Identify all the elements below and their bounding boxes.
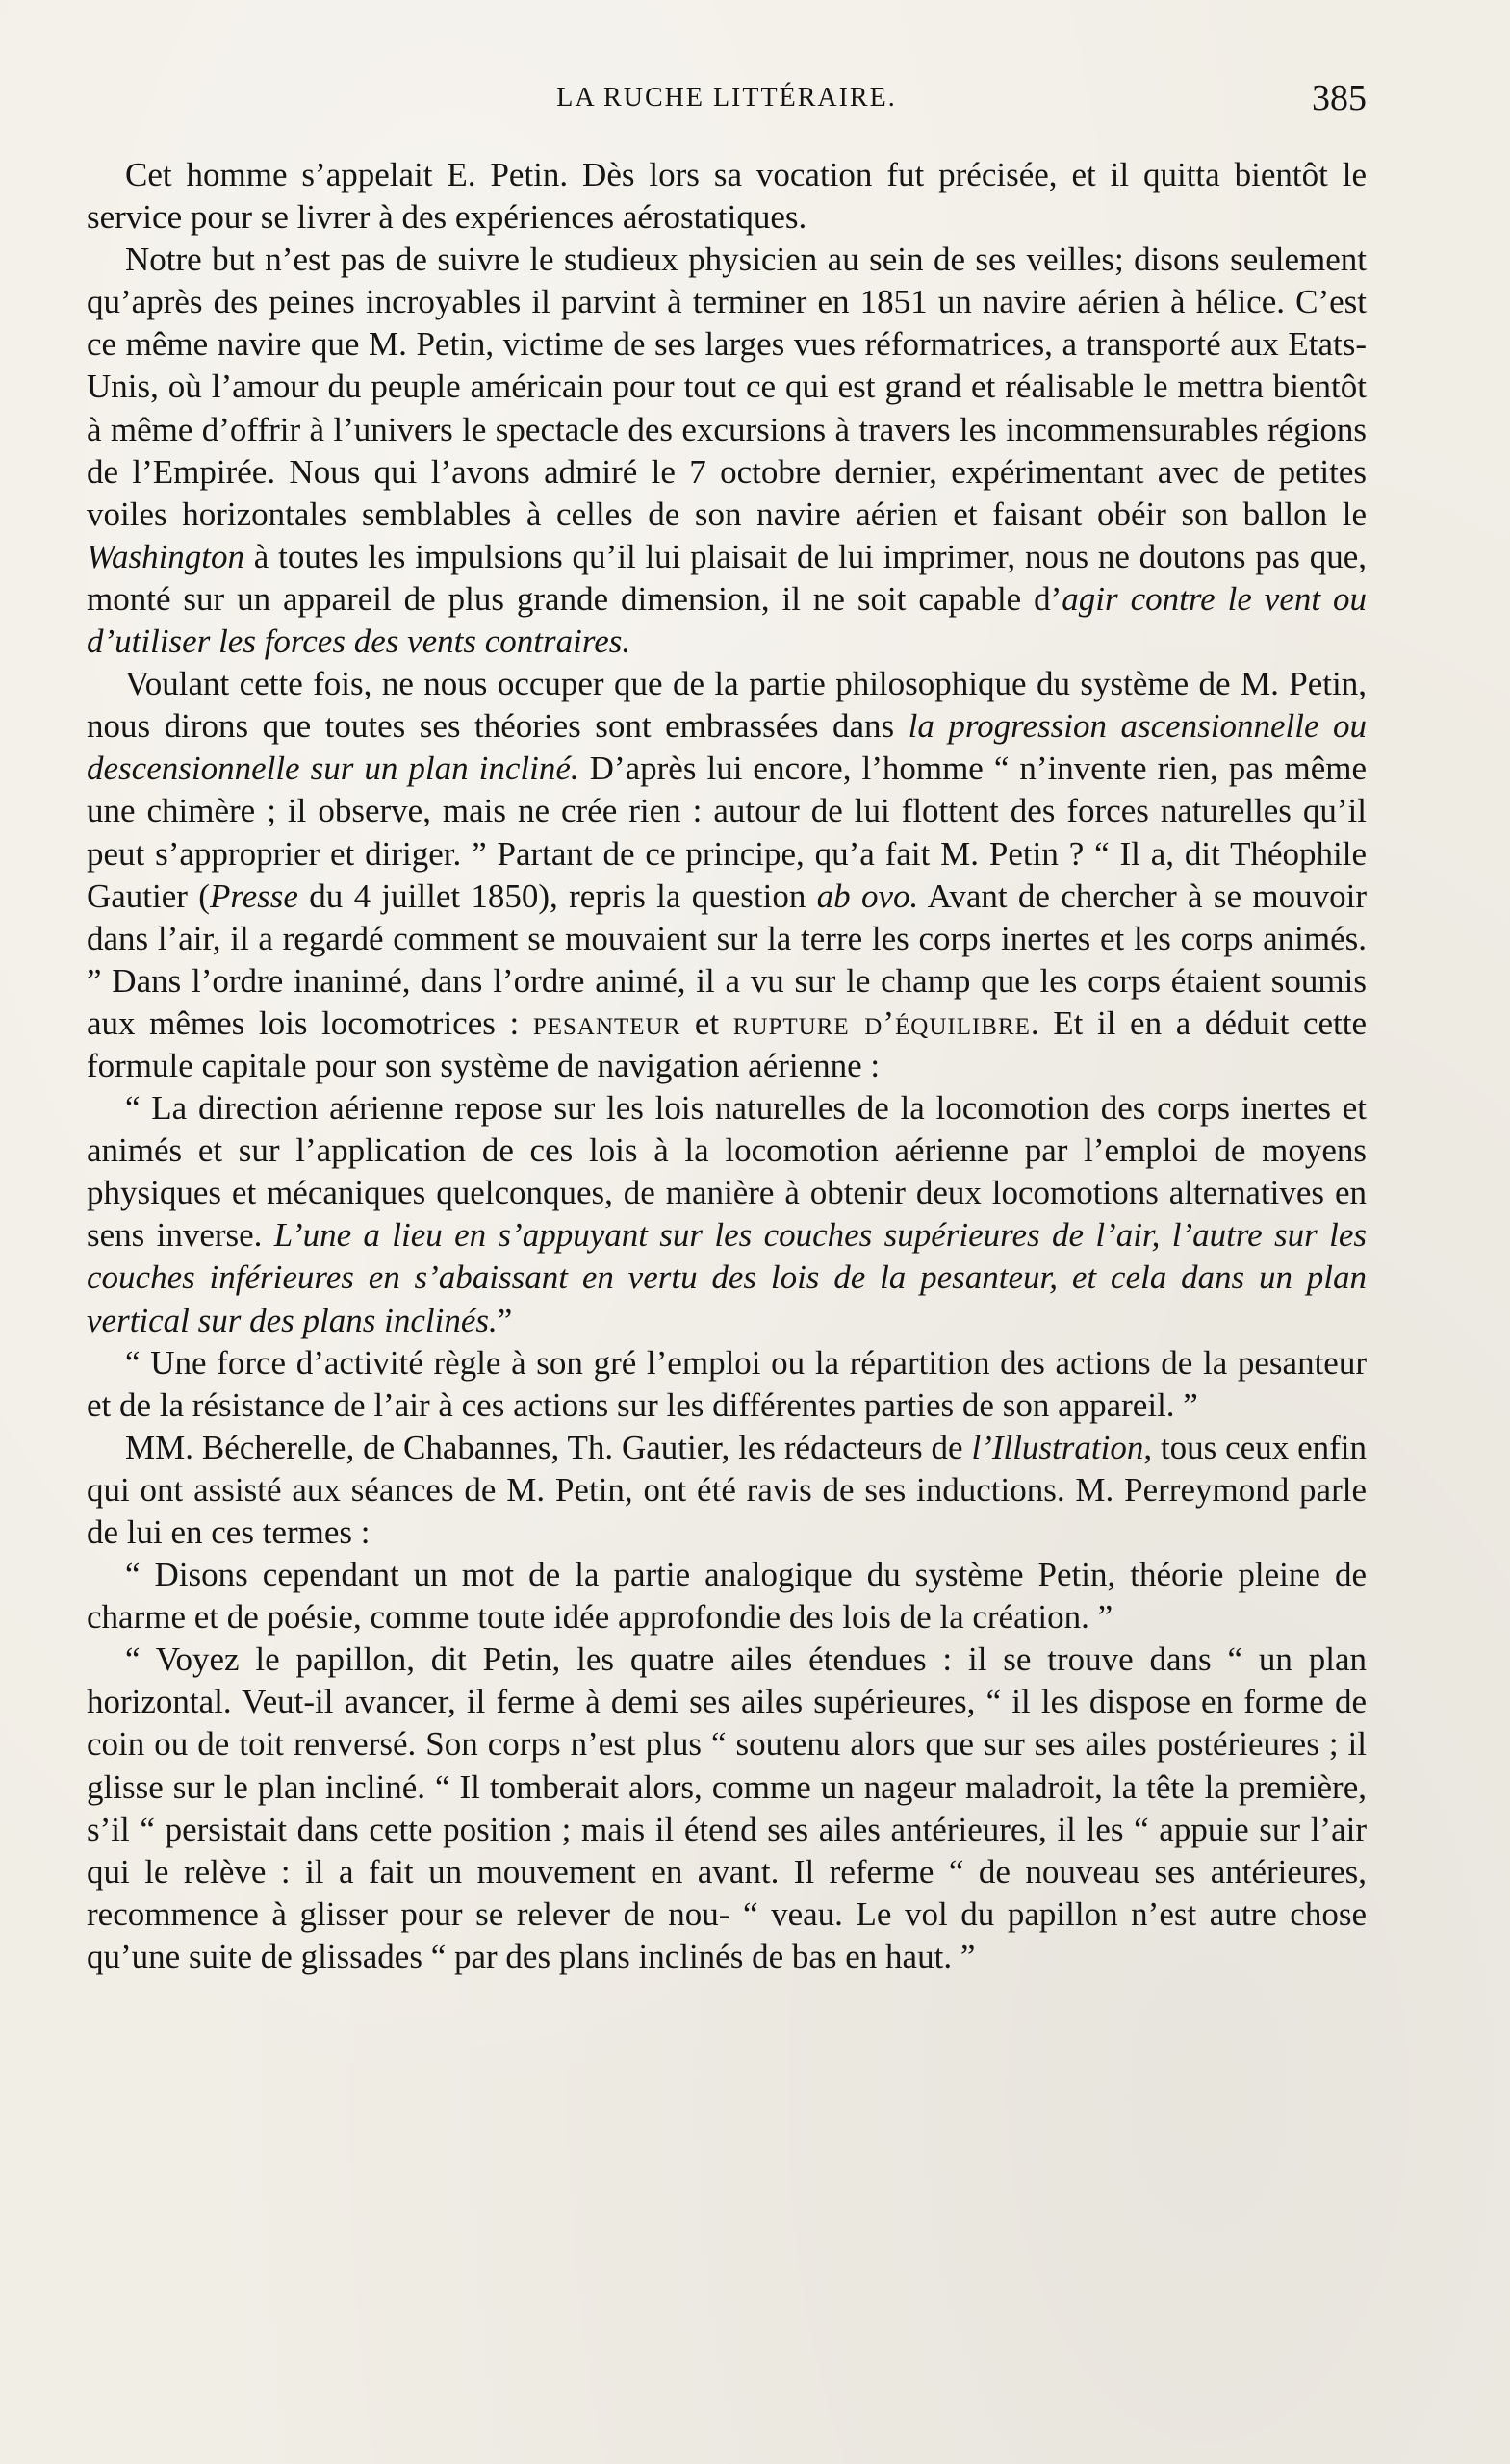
paragraph-6-text-a: MM. Bécherelle, de Chabannes, Th. Gautier, les rédacteurs de [125, 1428, 972, 1466]
latin-ab-ovo: ab ovo. [816, 876, 919, 915]
paragraph-3-text-a: Voulant cette fois, ne nous occuper que de la partie philosophique du système de M. Petin, nous dirons que toutes ses théories sont embrassées dans [87, 665, 1367, 746]
paragraph-3 [87, 663, 1367, 1087]
paragraph-3-text-k: . Et il en a déduit cette formule capitale pour son système de navigation aérienne : [87, 1003, 1367, 1084]
paragraph-4-text-c: ” [497, 1301, 513, 1339]
paragraph-7: “ Disons cependant un mot de la partie analogique du système Petin, théorie pleine de charme et de poésie, comme toute idée approfondie des lois de la création. ” [87, 1556, 1367, 1637]
term-pesanteur: pesanteur [532, 1003, 681, 1042]
paragraph-2-text-c: à toutes les impulsions qu’il lui plaisait de lui imprimer, nous ne doutons pas que, monté sur un appareil de plus grande dimension, il ne soit capable d’ [87, 537, 1367, 618]
page-header [87, 78, 1367, 121]
paragraph-3-text-c: D’après lui encore, l’homme “ n’invente rien, pas même une chimère ; il observe, mais ne crée rien : autour de lui flottent des forces naturelles qu’il peut s’approprier et diriger. ” Partant de ce principe, qu’a fait M. Petin ? “ Il a, dit Théophile Gautier ( [87, 749, 1367, 915]
paragraph-2 [87, 239, 1367, 663]
running-title: LA RUCHE LITTÉRAIRE. [556, 83, 897, 113]
paragraph-8: “ Voyez le papillon, dit Petin, les quatre ailes étendues : il se trouve dans “ un plan horizontal. Veut-il avancer, il ferme à demi ses ailes supérieures, “ il les dispose en forme de coin ou de toit renversé. Son corps n’est plus “ soutenu alors que sur ses ailes postérieures ; il glisse sur le plan incliné. “ Il tomberait alors, comme un nageur maladroit, la tête la première, s’il “ persistait dans cette position ; mais il étend ses ailes antérieures, il les “ appuie sur l’air qui le relève : il a fait un mouvement en avant. Il referme “ de nouveau ses antérieures, recommence à glisser pour se relever de nou- “ veau. Le vol du papillon n’est autre chose qu’une suite de glissades “ par des plans inclinés de bas en haut. ” [87, 1640, 1367, 1975]
paragraph-2-emphasis: agir contre le vent ou d’utiliser les forces des vents contraires. [87, 579, 1368, 661]
paragraph-3-text-e: du 4 juillet 1850), repris la question [297, 876, 817, 915]
term-rupture-equilibre: rupture d’équilibre [732, 1003, 1031, 1042]
paragraph-1: Cet homme s’appelait E. Petin. Dès lors sa vocation fut précisée, et il quitta bientôt le service pour se livrer à des expériences aérostatiques. [87, 156, 1367, 237]
body-text [87, 154, 1367, 1978]
paragraph-4-text-a: “ La direction aérienne repose sur les lois naturelles de la locomotion des corps inertes et animés et sur l’application de ces lois à la locomotion aérienne par l’emploi de moyens physiques et mécaniques quelconques, de manière à obtenir deux locomotions alternatives en sens inverse. [87, 1089, 1367, 1255]
paragraph-6-text-c: , tous ceux enfin qui ont assisté aux séances de M. Petin, ont été ravis de ses inductions. M. Perreymond parle de lui en ces termes : [87, 1428, 1367, 1551]
paragraph-3-emphasis: la progression ascensionnelle ou descensionnelle sur un plan incliné. [87, 707, 1367, 788]
paragraph-3-text-i: et [680, 1003, 733, 1042]
page-number: 385 [1312, 78, 1367, 118]
paragraph-4-emphasis: L’une a lieu en s’appuyant sur les couches supérieures de l’air, l’autre sur les couches inférieures en s’abaissant en vertu des lois de la pesanteur, et cela dans un plan vertical sur des plans inclinés. [87, 1216, 1367, 1339]
paragraph-2-text-a: Notre but n’est pas de suivre le studieux physicien au sein de ses veilles; disons seulement qu’après des peines incroyables il parvint à terminer en 1851 un navire aérien à hélice. C’est ce même navire que M. Petin, victime de ses larges vues réformatrices, a transporté aux Etats-Unis, où l’amour du peuple américain pour tout ce qui est grand et réalisable le mettra bientôt à même d’offrir à l’univers le spectacle des excursions à travers les incommensurables régions de l’Empirée. Nous qui l’avons admiré le 7 octobre dernier, expérimentant avec de petites voiles horizontales semblables à celles de son navire aérien et faisant obéir son ballon le [87, 241, 1367, 533]
journal-name-illustration: l’Illustration [971, 1428, 1144, 1466]
newspaper-name-presse: Presse [209, 876, 298, 915]
ship-name-washington: Washington [87, 537, 245, 575]
paragraph-6 [87, 1427, 1367, 1554]
paragraph-5: “ Une force d’activité règle à son gré l’emploi ou la répartition des actions de la pesanteur et de la résistance de l’air à ces actions sur les différentes parties de son appareil. ” [87, 1343, 1367, 1424]
paragraph-4 [87, 1087, 1367, 1342]
paragraph-3-text-g: Avant de chercher à se mouvoir dans l’air, il a regardé comment se mouvaient sur la terre les corps inertes et les corps animés. ” Dans l’ordre inanimé, dans l’ordre animé, il a vu sur le champ que les corps étaient soumis aux mêmes lois locomotrices : [87, 876, 1367, 1042]
